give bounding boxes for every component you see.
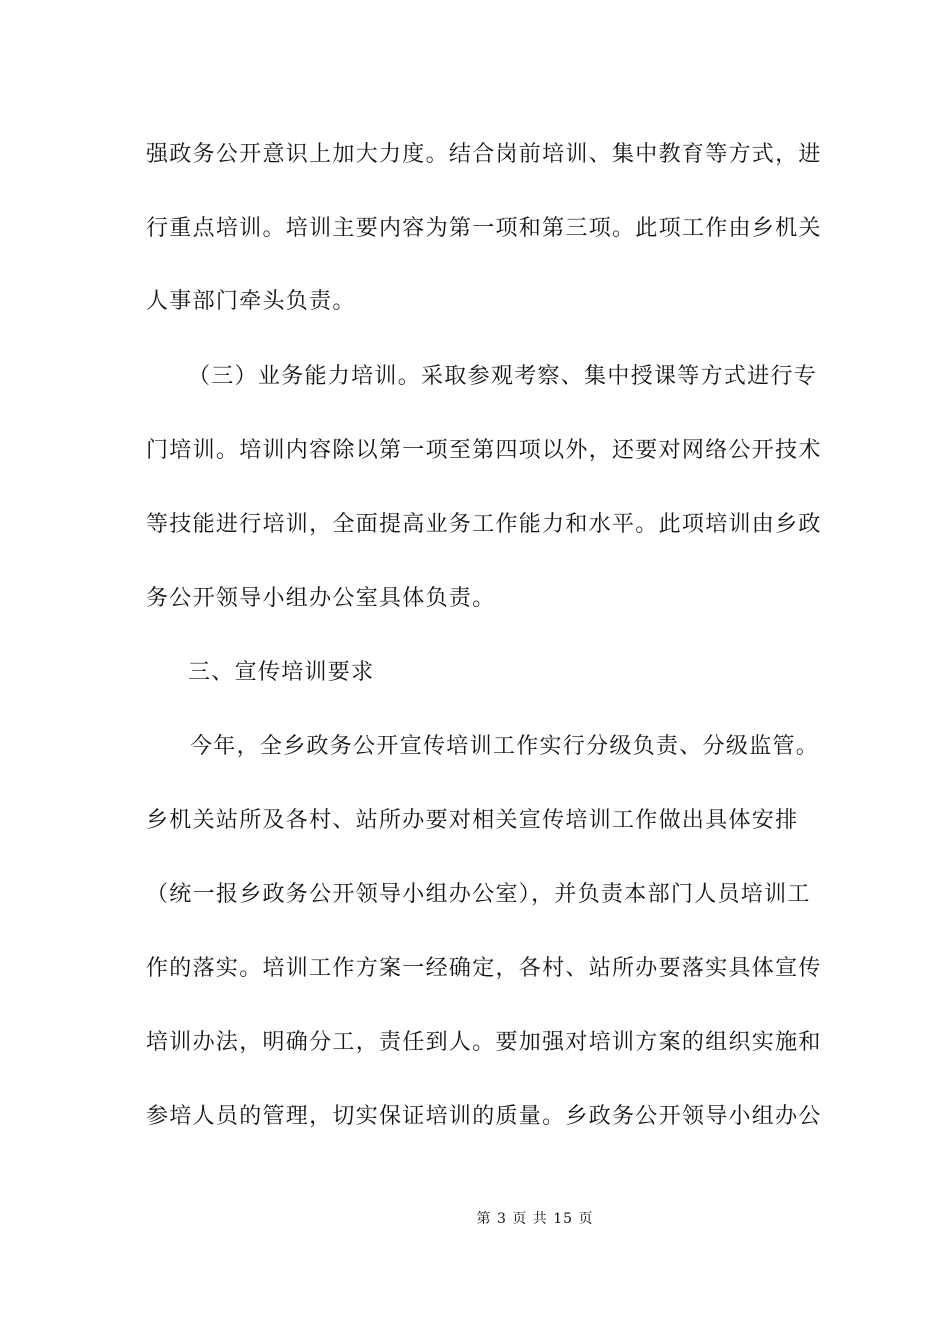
body-text-line: 行重点培训。培训主要内容为第一项和第三项。此项工作由乡机关 xyxy=(146,216,822,241)
page-number-footer: 第 3 页 共 15 页 xyxy=(476,1211,594,1227)
body-text-line: 今年，全乡政务公开宣传培训工作实行分级负责、分级监管。 xyxy=(190,734,820,759)
body-text-line: 人事部门牵头负责。 xyxy=(146,289,356,314)
body-text-line: 作的落实。培训工作方案一经确定，各村、站所办要落实具体宣传 xyxy=(146,956,822,981)
body-text-line: 培训办法，明确分工，责任到人。要加强对培训方案的组织实施和 xyxy=(146,1030,822,1055)
section-heading: 三、宣传培训要求 xyxy=(188,660,375,685)
body-text-line: 参培人员的管理，切实保证培训的质量。乡政务公开领导小组办公 xyxy=(146,1104,822,1129)
body-text-line: 务公开领导小组办公室具体负责。 xyxy=(146,586,496,611)
body-text-line: 乡机关站所及各村、站所办要对相关宣传培训工作做出具体安排 xyxy=(146,808,799,833)
body-text-line: （三）业务能力培训。采取参观考察、集中授课等方式进行专 xyxy=(188,364,818,389)
body-text-line: 等技能进行培训，全面提高业务工作能力和水平。此项培训由乡政 xyxy=(146,512,822,537)
body-text-line: 门培训。培训内容除以第一项至第四项以外，还要对网络公开技术 xyxy=(146,438,822,463)
body-text-line: 强政务公开意识上加大力度。结合岗前培训、集中教育等方式，进 xyxy=(146,142,822,167)
body-text-line: （统一报乡政务公开领导小组办公室），并负责本部门人员培训工 xyxy=(146,882,811,907)
